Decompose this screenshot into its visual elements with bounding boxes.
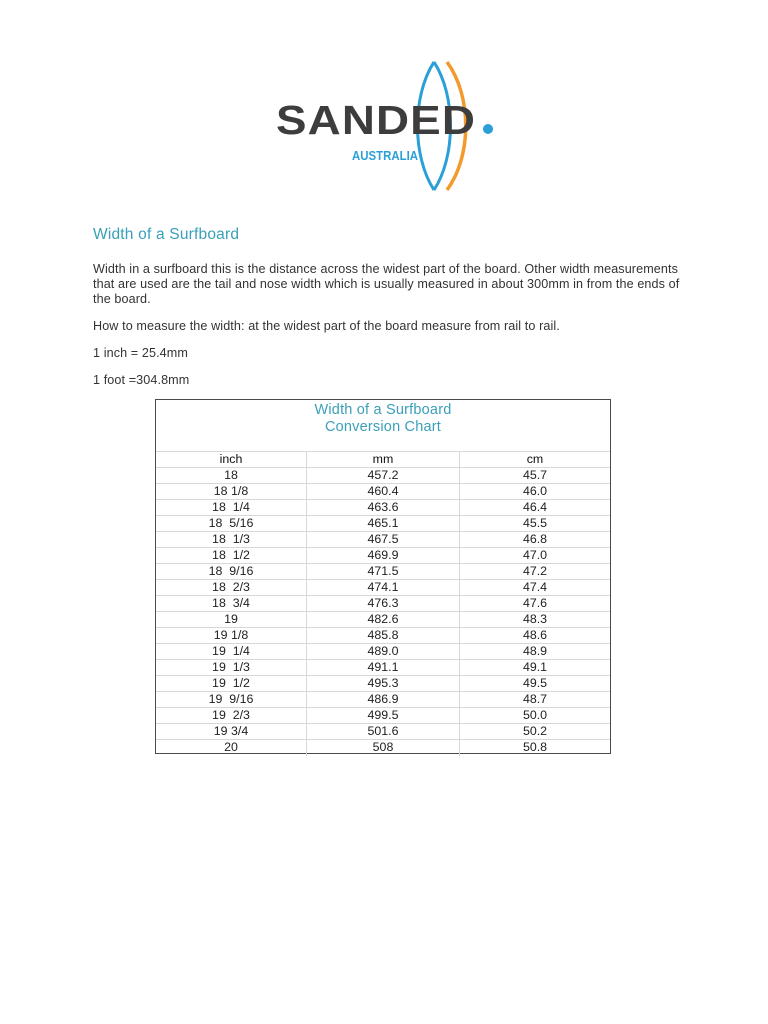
table-row — [156, 723, 610, 739]
cm-cell: 46.0 — [522, 484, 548, 498]
mm-cell: 486.9 — [307, 692, 460, 708]
cm-cell: 47.2 — [522, 564, 548, 578]
inch-cell: 19 1/2 — [156, 676, 307, 692]
chart-title-line2: Conversion Chart — [324, 419, 442, 435]
mm-cell: 482.6 — [307, 612, 460, 628]
mm-cell: 485.8 — [307, 628, 460, 644]
logo — [262, 56, 512, 196]
mm-cell: 508 — [307, 740, 460, 756]
table-row — [156, 579, 610, 595]
cm-cell: 45.7 — [522, 468, 548, 482]
cm-cell: 49.1 — [522, 660, 548, 674]
table-row — [156, 691, 610, 707]
table-row — [156, 563, 610, 579]
table-row — [156, 595, 610, 611]
chart-title — [156, 402, 610, 436]
inch-cell: 19 1/4 — [156, 644, 307, 660]
logo-wordmark: SANDED — [276, 97, 476, 143]
cm-cell: 45.5 — [522, 516, 548, 530]
table-row — [156, 659, 610, 675]
mm-cell: 469.9 — [307, 548, 460, 564]
inch-cell: 18 2/3 — [156, 580, 307, 596]
inch-cell: 18 5/16 — [156, 516, 307, 532]
cm-cell: 48.7 — [522, 692, 548, 706]
chart-table — [156, 451, 610, 755]
mm-cell: 501.6 — [307, 724, 460, 740]
inch-cell: 19 — [156, 612, 307, 628]
width-description: Width in a surfboard this is the distance across the widest part of the board. Other width measurements that are used are the tail and nose width which is usually measured in about 300mm in from the ends of the board. — [93, 262, 680, 306]
cm-cell: 47.0 — [522, 548, 548, 562]
logo-dot — [483, 124, 493, 134]
page-heading: Width of a Surfboard — [93, 226, 240, 243]
inch-cell: 19 1/8 — [156, 628, 307, 644]
cm-cell: 50.0 — [522, 708, 548, 722]
mm-cell: 489.0 — [307, 644, 460, 660]
mm-cell: 457.2 — [307, 468, 460, 484]
inch-cell: 18 1/8 — [156, 484, 307, 500]
mm-cell: 499.5 — [307, 708, 460, 724]
header-inch: inch — [156, 452, 307, 468]
table-row — [156, 467, 610, 483]
header-cm: cm — [526, 452, 544, 466]
table-row — [156, 499, 610, 515]
mm-cell: 495.3 — [307, 676, 460, 692]
inch-cell: 18 1/4 — [156, 500, 307, 516]
inch-cell: 19 2/3 — [156, 708, 307, 724]
table-row — [156, 515, 610, 531]
inch-cell: 18 1/3 — [156, 532, 307, 548]
inch-cell: 20 — [156, 740, 307, 756]
cm-cell: 50.2 — [522, 724, 548, 738]
mm-cell: 491.1 — [307, 660, 460, 676]
mm-cell: 460.4 — [307, 484, 460, 500]
mm-cell: 471.5 — [307, 564, 460, 580]
table-row — [156, 611, 610, 627]
logo-tagline: AUSTRALIA — [352, 148, 419, 163]
mm-cell: 474.1 — [307, 580, 460, 596]
inch-cell: 18 1/2 — [156, 548, 307, 564]
mm-cell: 467.5 — [307, 532, 460, 548]
cm-cell: 47.4 — [522, 580, 548, 594]
cm-cell: 46.8 — [522, 532, 548, 546]
cm-cell: 48.6 — [522, 628, 548, 642]
table-row — [156, 707, 610, 723]
inch-conversion-note: 1 inch = 25.4mm — [93, 346, 188, 360]
inch-cell: 18 — [156, 468, 307, 484]
inch-cell: 19 9/16 — [156, 692, 307, 708]
inch-cell: 19 1/3 — [156, 660, 307, 676]
foot-conversion-note: 1 foot =304.8mm — [93, 373, 190, 387]
table-header-row — [156, 451, 610, 467]
cm-cell: 47.6 — [522, 596, 548, 610]
conversion-chart — [155, 399, 611, 754]
mm-cell: 465.1 — [307, 516, 460, 532]
cm-cell: 48.3 — [522, 612, 548, 626]
table-row — [156, 627, 610, 643]
table-row — [156, 739, 610, 755]
table-row — [156, 643, 610, 659]
table-row — [156, 675, 610, 691]
measure-instructions: How to measure the width: at the widest part of the board measure from rail to rail. — [93, 319, 560, 333]
cm-cell: 46.4 — [522, 500, 548, 514]
inch-cell: 18 3/4 — [156, 596, 307, 612]
table-row — [156, 531, 610, 547]
mm-cell: 463.6 — [307, 500, 460, 516]
table-row — [156, 547, 610, 563]
inch-cell: 19 3/4 — [156, 724, 307, 740]
cm-cell: 50.8 — [522, 740, 548, 754]
inch-cell: 18 9/16 — [156, 564, 307, 580]
table-row — [156, 483, 610, 499]
cm-cell: 48.9 — [522, 644, 548, 658]
cm-cell: 49.5 — [522, 676, 548, 690]
header-mm: mm — [307, 452, 460, 468]
chart-title-line1: Width of a Surfboard — [314, 402, 452, 418]
mm-cell: 476.3 — [307, 596, 460, 612]
